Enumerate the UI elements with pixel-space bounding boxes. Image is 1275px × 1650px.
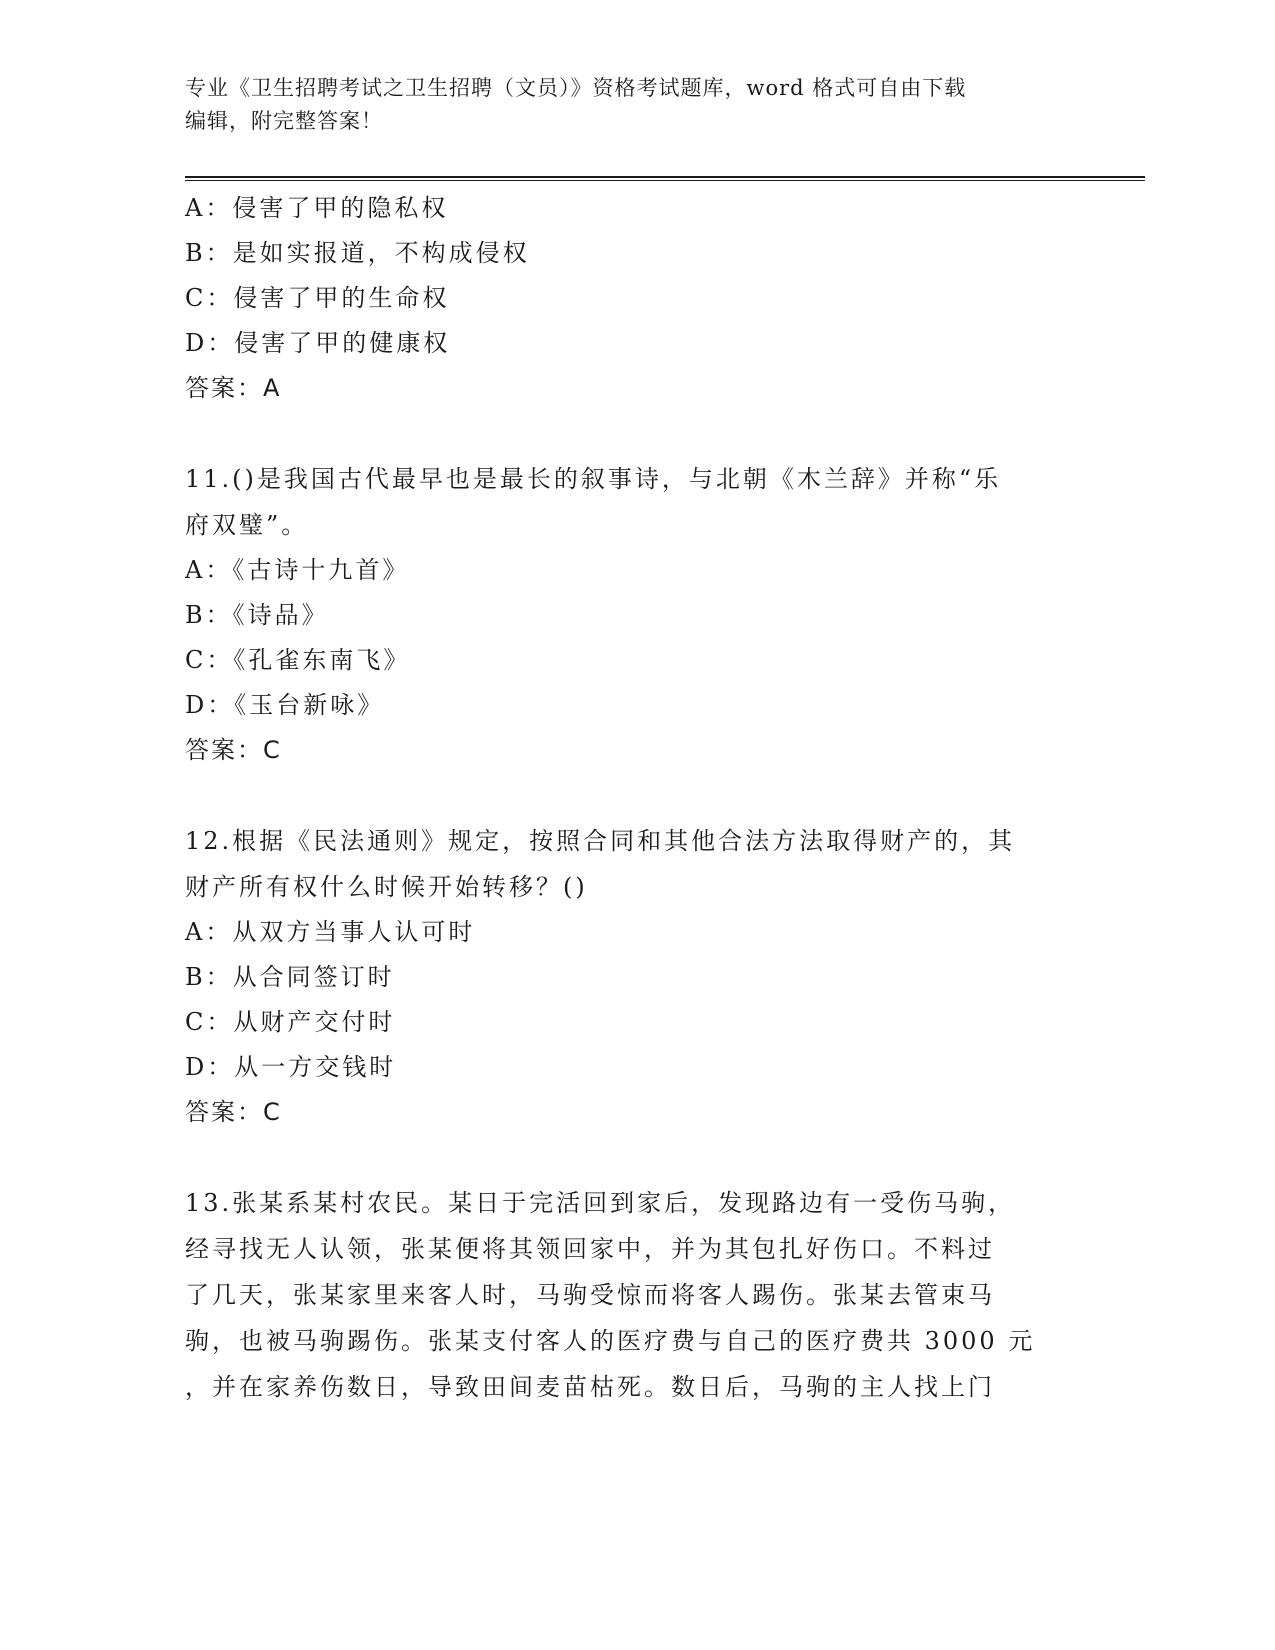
question-stem-line: 了几天，张某家里来客人时，马驹受惊而将客人踢伤。张某去管束马 <box>185 1281 995 1309</box>
option-d: D：侵害了甲的健康权 <box>185 329 451 357</box>
option-c: C：从财产交付时 <box>185 1008 396 1036</box>
question-stem-line: 12.根据《民法通则》规定，按照合同和其他合法方法取得财产的，其 <box>185 827 1016 855</box>
option-a: A：侵害了甲的隐私权 <box>185 194 449 222</box>
question-stem-line: 驹，也被马驹踢伤。张某支付客人的医疗费与自己的医疗费共 3000 元 <box>185 1327 1036 1355</box>
question-stem-line: 经寻找无人认领，张某便将其领回家中，并为其包扎好伤口。不料过 <box>185 1235 995 1263</box>
question-stem-line: ，并在家养伤数日，导致田间麦苗枯死。数日后，马驹的主人找上门 <box>185 1373 995 1401</box>
answer-line: 答案：A <box>185 374 282 402</box>
question-stem-line: 13.张某系某村农民。某日于完活回到家后，发现路边有一受伤马驹， <box>185 1189 1016 1217</box>
option-b: B：是如实报道，不构成侵权 <box>185 239 530 267</box>
header-line-2: 编辑，附完整答案！ <box>185 109 383 133</box>
header-line-1: 专业《卫生招聘考试之卫生招聘（文员）》资格考试题库，word 格式可自由下载 <box>185 76 967 100</box>
option-a: A：《古诗十九首》 <box>185 556 410 584</box>
answer-line: 答案：C <box>185 736 282 764</box>
question-11 <box>185 456 1065 773</box>
option-b: B：从合同签订时 <box>185 963 395 991</box>
spacer <box>185 773 1065 818</box>
option-d: D：从一方交钱时 <box>185 1053 397 1081</box>
question-stem-line: 府双璧”。 <box>185 511 309 539</box>
spacer <box>185 411 1065 456</box>
option-c: C：《孔雀东南飞》 <box>185 646 411 674</box>
question-12 <box>185 818 1065 1135</box>
spacer <box>185 1135 1065 1180</box>
question-10-continued <box>185 186 1065 411</box>
question-stem-line: 11.()是我国古代最早也是最长的叙事诗，与北朝《木兰辞》并称“乐 <box>185 465 1002 493</box>
option-b: B：《诗品》 <box>185 601 329 629</box>
question-13 <box>185 1180 1065 1410</box>
option-a: A：从双方当事人认可时 <box>185 918 476 946</box>
answer-line: 答案：C <box>185 1098 282 1126</box>
option-d: D：《玉台新咏》 <box>185 691 385 719</box>
question-stem-line: 财产所有权什么时候开始转移？() <box>185 873 588 901</box>
document-header <box>185 72 1065 138</box>
option-c: C：侵害了甲的生命权 <box>185 284 450 312</box>
question-list <box>185 186 1065 1410</box>
header-divider <box>185 176 1145 181</box>
